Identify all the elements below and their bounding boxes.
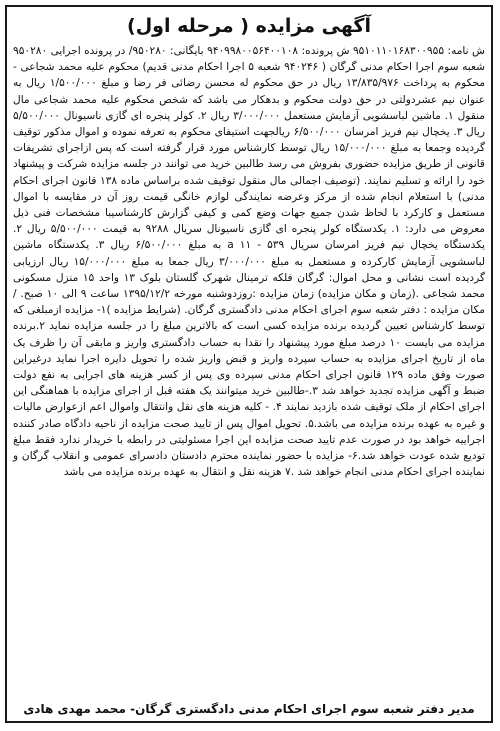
auction-notice	[5, 5, 493, 723]
notice-title: آگهی مزایده ( مرحله اول)	[127, 15, 371, 37]
notice-paragraph: ش نامه: ۹۵۱۰۱۱۰۱۶۸۳۰۰۹۵۵ ش پرونده: ۹۴۰۹۹۸۰۰۵۶۴۰۰۱۰۸ بایگانی: ۹۵۰۲۸۰/ در پرونده اجرایی ۹۵۰۲۸۰ شعبه سوم اجرا احکام مدنی گرگان ( ۹۴۰۲۴۶ شعبه ۵ اجرا احکام مدنی قدیم) محکوم علیه محمد شجاعی - محکوم به پرداخت ۱۳/۸۳۵/۹۷۶ ریال در حق محکوم له محسن رضائی فر رضا و مبلغ ۱/۵۰۰/۰۰۰ ریال به عنوان نیم عشردولتی در حق دولت محکوم و بدهکار می باشد که شخص محکوم علیه محمد شجاعی مال منقول ۱. ماشین لباسشویی آزمایش مستعمل ۳/۰۰۰/۰۰۰ ریال ۲. کولر پنجره ای گازی ناسیونال ۵/۵۰۰/۰۰۰ ریال ۳. یخچال نیم فریز امرسان ۶/۵۰۰/۰۰۰ ریالجهت استیفای محکوم به تعرفه نموده و اموال مذکور توقیف گردیده وجمعا به مبلغ ۱۵/۰۰۰/۰۰۰ ریال توسط کارشناس مورد قرار گرفته است که پس ازاجرای تشریفات قانونی از طریق مزایده حضوری بفروش می رسد طالبین خرید می توانند در جلسه مزایده شرکت و پیشنهاد خود را ارائه و تسلیم نمایند. (توصیف اجمالی مال منقول توقیف شده براساس ماده ۱۳۸ قانون اجرای احکام مدنی) با استعلام انجام شده از مرکز وعرضه نمایندگی لوازم خانگی قیمت روز آن در مقایسه با اموال مستعمل و کارکرد با لحاظ شدن جمیع جهات وضع کمی و کیفی گزارش کارشناسیبا مشخصات فنی ذیل معروض می دارد: ۱. یکدستگاه کولر پنجره ای گازی ناسیونال سریال ۹۲۸۸ به قیمت ۵/۵۰۰/۰۰۰ ریال ۲. یکدستگاه یخچال نیم فریز امرسان سریال ۵۳۹ - ۱۱ a به مبلغ ۶/۵۰۰/۰۰۰ ریال ۳. یکدستگاه ماشین لباسشویی آزمایش کارکرده و مستعمل به مبلغ ۳/۰۰۰/۰۰۰ ریال جمعا به مبلغ ۱۵/۰۰۰/۰۰۰ ریال ارزیابی گردیده است نشانی و محل اموال: گرگان فلکه ترمینال شهرک گلستان بلوک ۱۳ واحد ۱۵ منزل مسکونی محمد شجاعی .(زمان و مکان مزایده) زمان مزایده :روزدوشنبه مورخه ۱۳۹۵/۱۲/۲ ساعت ۹ الی ۱۰ صبح. /مکان مزایده : دفتر شعبه سوم اجرای احکام مدنی دادگستری گرگان. (شرایط مزایده )۱- مزایده ازمبلغی که توسط کارشناس تعیین گردیده برنده مزایده کسی است که بالاترین مبلغ را در جلسه مزایده نماید ۲.برنده مزایده می بایست ۱۰ درصد مبلغ مورد پیشنهاد را نقدا به حساب دادگستری واریز و مابقی آن را ظرف یک ماه از تاریخ اجرای مزایده به حساب سپرده واریز و قبض واریز شده را تحویل دایره اجرا نماید درغیراین صورت وفق ماده ۱۲۹ قانون اجرای احکام مدنی سپرده وی پس از کسر هزینه های اجرایی به نفع دولت ضبط و آگهی مزایده تجدید خواهد شد ۳.-طالبین خرید میتوانند یک هفته قبل از اجرای مزایده با هماهنگی این اجرای احکام از ملک توقیف شده بازدید نمایند ۴. - کلیه هزینه های نقل وانتقال واموال اعم ازعوارض مالیات و غیره به عهده برنده مزایده می باشد.۵. تحویل اموال پس از تایید صحت مزایده از ناحیه دادگاه صادر کننده اجراییه خواهد بود در صورت عدم تایید صحت مزایده این اجرا مسئولیتی در رابطه با خریدار ندارد فقط مبلغ تودیع شده عودت خواهد شد.۶- مزایده با حضور نماینده محترم دادستان دادسرای عمومی و انقلاب گرگان و نماینده اجرای احکام مدنی انجام خواهد شد .۷ هزینه نقل و انتقال به عهده برنده مزایده می باشد	[13, 45, 486, 479]
notice-signature: مدیر دفتر شعبه سوم اجرای احکام مدنی دادگستری گرگان- محمد مهدی هادی	[23, 702, 475, 716]
notice-body	[7, 43, 491, 480]
